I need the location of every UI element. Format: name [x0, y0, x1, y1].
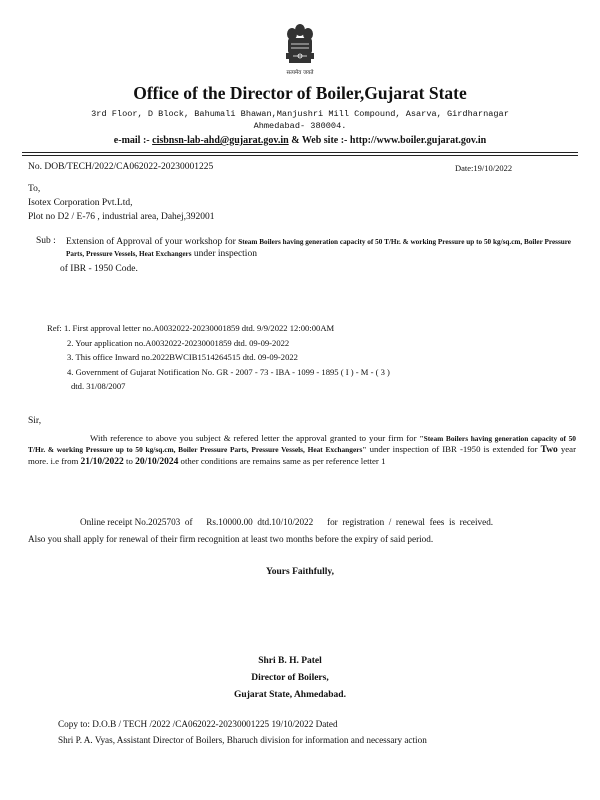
contact-line — [0, 135, 600, 146]
para2-line-1: Online receipt No.2025703 of Rs.10000.00 dtd.10/10/2022 for registration / renewal fees is received. — [80, 517, 494, 527]
reference-text: 1. First approval letter no.A0032022-20230001859 dtd. 9/9/2022 12:00:00AM — [63, 323, 335, 333]
para1-text-c: year more. i.e from — [28, 444, 576, 466]
refs-label: Ref: — [47, 323, 62, 333]
signatory-name: Shri B. H. Patel — [258, 656, 322, 666]
reference-item: dtd. 31/08/2007 — [71, 381, 126, 391]
subject-label: Sub : — [36, 236, 56, 246]
address-line-1: 3rd Floor, D Block, Bahumali Bhawan,Manjushri Mill Compound, Asarva, Girdharnagar — [91, 109, 509, 119]
para1-text-d: other conditions are remains same as per reference letter 1 — [178, 456, 386, 466]
signatory-title: Director of Boilers, — [251, 673, 329, 683]
office-title: Office of the Director of Boiler,Gujarat State — [133, 83, 467, 103]
para2-line-2: Also you shall apply for renewal of their firm recognition at least two months before the expiry of said period. — [28, 534, 434, 544]
para1-bold-scope: "Steam Boilers having generation capacity of 50 T/Hr. & working Pressure up to 50 kg/sq.cm, Boiler Pressure Parts, Pressure Vessels, Heat Exchangers" — [28, 434, 576, 454]
recipient-address: Plot no D2 / E-76 , industrial area, Dahej,392001 — [28, 212, 215, 222]
copy-line-2: Shri P. A. Vyas, Assistant Director of Boilers, Bharuch division for information and necessary action — [58, 735, 427, 745]
reference-item: 3. This office Inward no.2022BWCIB1514264515 dtd. 09-09-2022 — [67, 352, 298, 362]
subject-text-a: Extension of Approval of your workshop for — [66, 237, 239, 247]
subject-text-bold: Steam Boilers having generation capacity of 50 T/Hr. & working Pressure up to 50 kg/sq.cm, Boiler Pressure Parts, Pressure Vessels, Heat Exchangers — [66, 238, 572, 258]
signature-block — [0, 653, 580, 704]
header-divider-top — [22, 152, 578, 153]
website-link[interactable]: http://www.boiler.gujarat.gov.in — [349, 135, 487, 146]
para1-to-word: to — [123, 456, 136, 466]
salutation: Sir, — [28, 416, 42, 426]
reference-item — [47, 321, 390, 336]
body-paragraph-1 — [28, 433, 576, 468]
para1-duration: Two — [540, 445, 558, 455]
address-line-2: Ahmedabad- 380004. — [253, 121, 347, 131]
para1-to-date: 20/10/2024 — [135, 457, 179, 467]
letter-date: Date:19/10/2022 — [455, 163, 513, 173]
emblem-caption: सत्यमेव जयते — [286, 70, 314, 76]
reference-item: 4. Government of Gujarat Notification No. GR - 2007 - 73 - IBA - 1099 - 1895 ( I ) - M - ( 3 ) — [67, 366, 390, 377]
to-label: To, — [28, 184, 41, 194]
recipient-block — [28, 182, 215, 224]
website-label: & Web site :- — [288, 135, 350, 146]
para1-text-a: With reference to above you subject & refered letter the approval granted to your firm for — [90, 433, 420, 443]
email-link[interactable]: cisbnsn-lab-ahd@gujarat.gov.in — [152, 135, 289, 146]
closing: Yours Faithfully, — [265, 567, 335, 577]
copy-to-block — [58, 716, 427, 748]
subject-text-b: under inspection — [191, 249, 257, 259]
signatory-office: Gujarat State, Ahmedabad. — [234, 690, 346, 700]
office-address — [60, 108, 540, 132]
reference-number: No. DOB/TECH/2022/CA062022-20230001225 — [28, 162, 214, 172]
subject-line-2: of IBR - 1950 Code. — [60, 264, 138, 274]
reference-item: 2. Your application no.A0032022-20230001859 dtd. 09-09-2022 — [67, 337, 290, 348]
para1-from-date: 21/10/2022 — [80, 457, 124, 467]
state-emblem-icon — [281, 22, 319, 80]
para1-text-b: under inspection of IBR -1950 is extended for — [366, 444, 541, 454]
header-divider-bottom — [22, 155, 578, 156]
copy-line-1: Copy to: D.O.B / TECH /2022 /CA062022-20230001225 19/10/2022 Dated — [58, 719, 338, 729]
references-list — [47, 321, 390, 394]
recipient-name: Isotex Corporation Pvt.Ltd, — [28, 198, 133, 208]
body-paragraph-2 — [28, 514, 576, 548]
email-label: e-mail :- — [113, 135, 153, 146]
subject-text — [66, 236, 571, 260]
